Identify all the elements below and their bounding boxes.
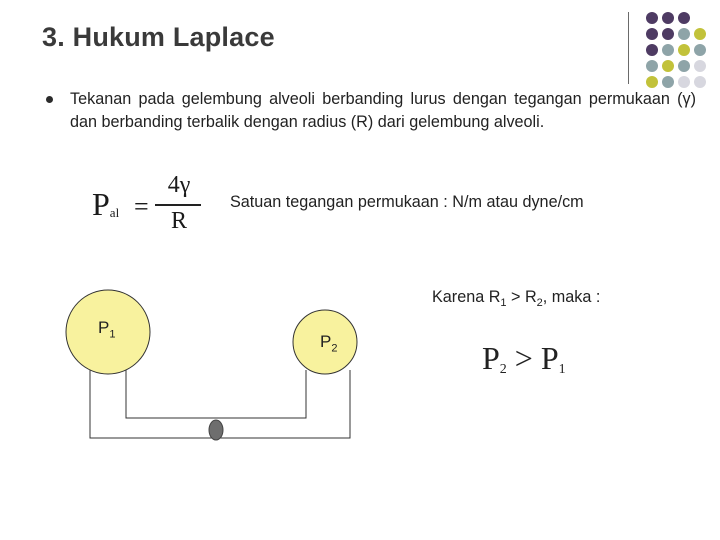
units-text: Satuan tegangan permukaan : N/m atau dyne/cm <box>230 193 584 211</box>
decor-dot <box>694 28 706 40</box>
bubble-1-label: $P_1$ <box>98 318 116 341</box>
bubble-diagram-svg <box>0 280 420 450</box>
decor-dot <box>646 60 658 72</box>
formula-lhs: $P_{al}$ <box>92 186 120 222</box>
laplace-formula <box>92 172 212 238</box>
decor-dot <box>678 60 690 72</box>
formula-denominator: R <box>170 208 187 234</box>
bubble-2-label: $P_2$ <box>320 332 338 355</box>
valve <box>209 420 223 440</box>
decor-dot <box>678 28 690 40</box>
bubble-diagram <box>0 280 420 450</box>
decor-dot <box>678 44 690 56</box>
formula-numerator: 4γ <box>167 172 191 198</box>
fraction-bar <box>155 204 201 206</box>
decor-dot <box>646 44 658 56</box>
decorative-dot-grid <box>636 12 720 92</box>
decor-dot <box>662 60 674 72</box>
karena-text: Karena $R_1 > R_2$, maka : <box>432 288 601 310</box>
decor-dot <box>662 76 674 88</box>
decor-dot <box>646 12 658 24</box>
decor-dot <box>694 76 706 88</box>
decor-dot <box>646 76 658 88</box>
formula-equals: = <box>134 192 149 221</box>
decor-dot <box>678 12 690 24</box>
decor-dot <box>662 28 674 40</box>
slide-title: 3. Hukum Laplace <box>42 22 275 52</box>
decor-dot <box>662 12 674 24</box>
decor-dot <box>646 28 658 40</box>
bullet-text: Tekanan pada gelembung alveoli berbanding lurus dengan tegangan permukaan (γ) dan berbanding terbalik dengan radius (R) dari gelembung alveoli. <box>70 90 696 131</box>
inner-tube <box>126 370 306 418</box>
decorative-divider <box>628 12 629 84</box>
bullet-icon <box>46 96 53 103</box>
decor-dot <box>662 44 674 56</box>
formula-lhs-subscript: al <box>109 205 120 220</box>
decor-dot <box>678 76 690 88</box>
result-inequality: $P_2 > P_1$ <box>482 340 566 377</box>
decor-dot <box>694 60 706 72</box>
decor-dot <box>694 44 706 56</box>
